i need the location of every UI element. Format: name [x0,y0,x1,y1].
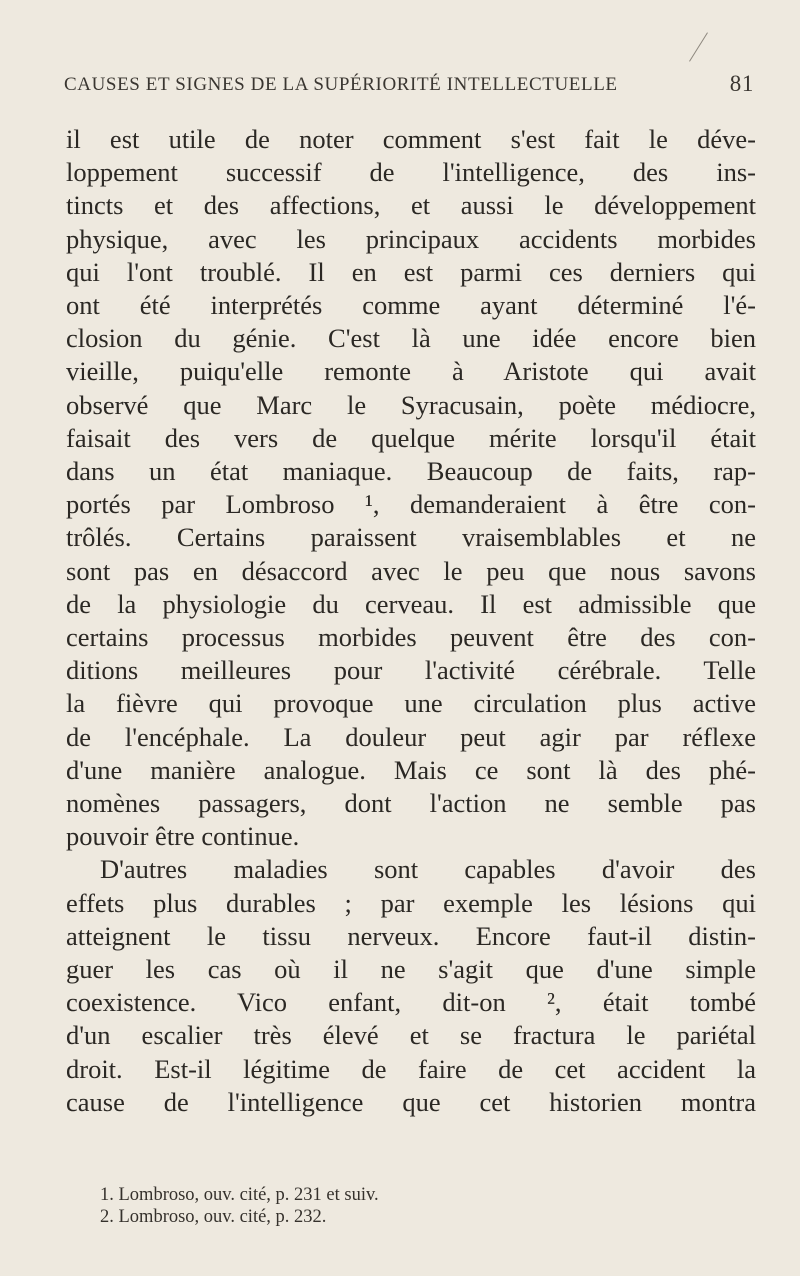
text-line: qui l'ont troublé. Il en est parmi ces derniers qui [66,256,756,287]
text-line: effets plus durables ; par exemple les lésions qui [66,887,756,918]
text-line: loppement successif de l'intelligence, des ins- [66,157,756,188]
text-line: il est utile de noter comment s'est fait le déve- [66,124,756,154]
text-line: droit. Est-il légitime de faire de cet accident la [66,1053,756,1084]
text-line: sont pas en désaccord avec le peu que nous savons [66,555,756,586]
text-line: observé que Marc le Syracusain, poète médiocre, [66,389,756,420]
text-line: la fièvre qui provoque une circulation plus active [66,688,756,719]
text-line: ont été interprétés comme ayant déterminé l'é- [66,290,756,321]
text-line: faisait des vers de quelque mérite lorsqu'il était [66,422,756,453]
text-line: coexistence. Vico enfant, dit-on ², était tombé [66,987,756,1018]
text-line: guer les cas où il ne s'agit que d'une simple [66,954,756,985]
footnotes [100,1184,720,1228]
text-line: tincts et des affections, et aussi le développement [66,190,756,221]
text-line: dans un état maniaque. Beaucoup de faits, rap- [66,456,756,487]
text-line: physique, avec les principaux accidents morbides [66,223,756,254]
running-header [64,71,754,96]
text-line: certains processus morbides peuvent être des con- [66,622,756,653]
running-title: CAUSES ET SIGNES DE LA SUPÉRIORITÉ INTELLECTUELLE [64,74,618,95]
text-line: d'un escalier très élevé et se fractura le pariétal [66,1020,756,1051]
text-line: portés par Lombroso ¹, demanderaient à être con- [66,489,756,520]
footnote: 1. Lombroso, ouv. cité, p. 231 et suiv. [100,1185,379,1205]
text-line: de l'encéphale. La douleur peut agir par réflexe [66,721,756,752]
margin-mark [689,32,708,61]
text-line: d'une manière analogue. Mais ce sont là des phé- [66,754,756,785]
footnote: 2. Lombroso, ouv. cité, p. 232. [100,1207,327,1227]
text-line: cause de l'intelligence que cet historien montra [66,1086,756,1117]
text-line: de la physiologie du cerveau. Il est admissible que [66,588,756,619]
text-line: nomènes passagers, dont l'action ne semble pas [66,788,756,819]
body-text [66,123,756,1119]
text-line: trôlés. Certains paraissent vraisemblables et ne [66,522,756,553]
page-number: 81 [729,71,754,96]
text-line: ditions meilleures pour l'activité cérébrale. Telle [66,655,756,686]
text-line: atteignent le tissu nerveux. Encore faut-il distin- [66,920,756,951]
paragraph-start-line: D'autres maladies sont capables d'avoir des [100,854,756,885]
paragraph-end-line: pouvoir être continue. [66,821,300,852]
text-line: closion du génie. C'est là une idée encore bien [66,323,756,354]
text-line: vieille, puiqu'elle remonte à Aristote qui avait [66,356,756,387]
